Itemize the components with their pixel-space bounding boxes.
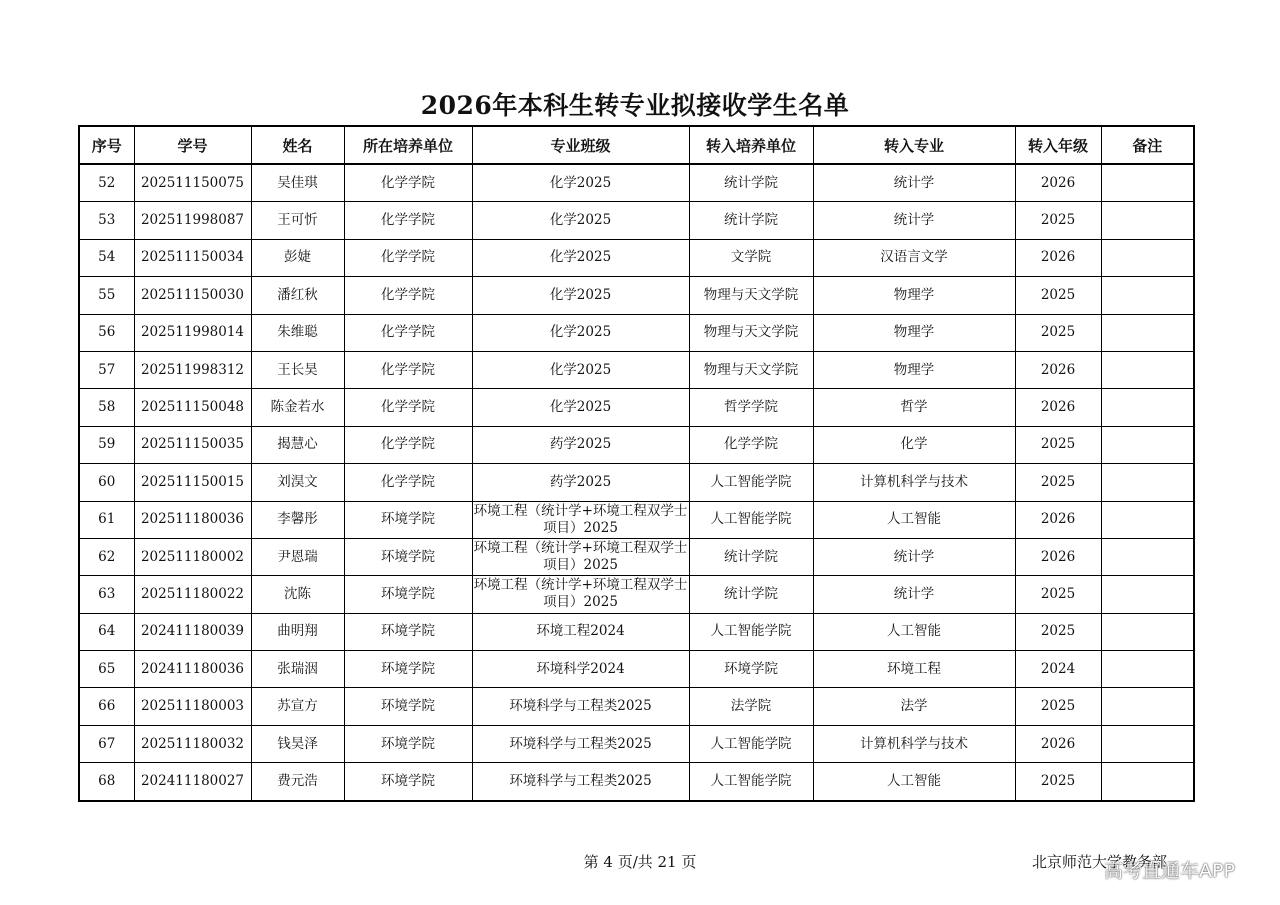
cell-col-target-unit: 统计学院 <box>689 538 813 575</box>
header-col-target-unit: 转入培养单位 <box>689 126 813 164</box>
cell-col-target-unit: 环境学院 <box>689 651 813 688</box>
cell-col-target-grade: 2026 <box>1015 538 1101 575</box>
cell-col-current-unit: 环境学院 <box>344 538 472 575</box>
cell-col-index: 52 <box>79 164 134 202</box>
cell-col-target-major: 物理学 <box>813 351 1015 388</box>
cell-col-name: 王可忻 <box>251 202 344 239</box>
cell-col-remarks <box>1101 202 1194 239</box>
cell-col-target-major: 哲学 <box>813 389 1015 426</box>
cell-col-target-grade: 2025 <box>1015 426 1101 463</box>
cell-col-student-id: 202511998014 <box>134 314 251 351</box>
cell-col-target-major: 人工智能 <box>813 763 1015 801</box>
cell-col-remarks <box>1101 277 1194 314</box>
cell-col-class: 化学2025 <box>472 351 689 388</box>
table-row <box>79 277 1194 314</box>
cell-col-student-id: 202511150030 <box>134 277 251 314</box>
cell-col-remarks <box>1101 651 1194 688</box>
cell-col-remarks <box>1101 239 1194 276</box>
cell-col-target-major: 统计学 <box>813 576 1015 613</box>
cell-col-name: 吴佳琪 <box>251 164 344 202</box>
cell-col-name: 尹恩瑞 <box>251 538 344 575</box>
cell-col-target-major: 法学 <box>813 688 1015 725</box>
table-body <box>79 164 1194 801</box>
cell-col-target-grade: 2024 <box>1015 651 1101 688</box>
cell-col-target-unit: 统计学院 <box>689 576 813 613</box>
cell-col-class: 化学2025 <box>472 239 689 276</box>
header-col-student-id: 学号 <box>134 126 251 164</box>
cell-col-target-unit: 化学学院 <box>689 426 813 463</box>
cell-col-index: 53 <box>79 202 134 239</box>
cell-col-target-grade: 2026 <box>1015 501 1101 538</box>
student-transfer-table <box>78 125 1195 802</box>
cell-col-name: 揭慧心 <box>251 426 344 463</box>
cell-col-student-id: 202511150075 <box>134 164 251 202</box>
cell-col-student-id: 202411180039 <box>134 613 251 650</box>
table-row <box>79 725 1194 762</box>
cell-col-index: 60 <box>79 464 134 501</box>
table-row <box>79 164 1194 202</box>
cell-col-name: 彭婕 <box>251 239 344 276</box>
table-row <box>79 538 1194 575</box>
cell-col-target-unit: 物理与天文学院 <box>689 277 813 314</box>
cell-col-class: 环境科学2024 <box>472 651 689 688</box>
cell-col-current-unit: 化学学院 <box>344 426 472 463</box>
cell-col-target-major: 汉语言文学 <box>813 239 1015 276</box>
cell-col-index: 56 <box>79 314 134 351</box>
cell-col-name: 王长昊 <box>251 351 344 388</box>
cell-col-target-grade: 2026 <box>1015 389 1101 426</box>
cell-col-name: 朱维聪 <box>251 314 344 351</box>
cell-col-target-unit: 人工智能学院 <box>689 464 813 501</box>
cell-col-target-unit: 人工智能学院 <box>689 613 813 650</box>
cell-col-student-id: 202511180036 <box>134 501 251 538</box>
table-row <box>79 651 1194 688</box>
cell-col-class: 环境工程2024 <box>472 613 689 650</box>
table-row <box>79 239 1194 276</box>
cell-col-target-grade: 2026 <box>1015 725 1101 762</box>
cell-col-current-unit: 化学学院 <box>344 464 472 501</box>
cell-col-target-grade: 2025 <box>1015 763 1101 801</box>
cell-col-target-major: 化学 <box>813 426 1015 463</box>
cell-col-student-id: 202511150035 <box>134 426 251 463</box>
cell-col-remarks <box>1101 763 1194 801</box>
cell-col-target-unit: 物理与天文学院 <box>689 314 813 351</box>
cell-col-target-unit: 物理与天文学院 <box>689 351 813 388</box>
cell-col-remarks <box>1101 351 1194 388</box>
cell-col-student-id: 202511998312 <box>134 351 251 388</box>
cell-col-class: 化学2025 <box>472 202 689 239</box>
cell-col-current-unit: 环境学院 <box>344 501 472 538</box>
cell-col-index: 63 <box>79 576 134 613</box>
cell-col-current-unit: 化学学院 <box>344 351 472 388</box>
cell-col-current-unit: 化学学院 <box>344 314 472 351</box>
cell-col-name: 沈陈 <box>251 576 344 613</box>
page-number: 第 4 页/共 21 页 <box>583 853 697 871</box>
cell-col-target-major: 物理学 <box>813 277 1015 314</box>
cell-col-index: 61 <box>79 501 134 538</box>
cell-col-student-id: 202411180027 <box>134 763 251 801</box>
cell-col-index: 62 <box>79 538 134 575</box>
header-col-target-grade: 转入年级 <box>1015 126 1101 164</box>
cell-col-name: 钱昊泽 <box>251 725 344 762</box>
cell-col-class: 化学2025 <box>472 314 689 351</box>
header-col-name: 姓名 <box>251 126 344 164</box>
cell-col-current-unit: 化学学院 <box>344 202 472 239</box>
table-header-row <box>79 126 1194 164</box>
table-row <box>79 202 1194 239</box>
table-row <box>79 613 1194 650</box>
table-row <box>79 351 1194 388</box>
cell-col-target-grade: 2025 <box>1015 202 1101 239</box>
cell-col-class: 药学2025 <box>472 426 689 463</box>
cell-col-target-major: 计算机科学与技术 <box>813 725 1015 762</box>
cell-col-current-unit: 化学学院 <box>344 277 472 314</box>
cell-col-remarks <box>1101 538 1194 575</box>
cell-col-remarks <box>1101 576 1194 613</box>
cell-col-class: 环境工程（统计学+环境工程双学士项目）2025 <box>472 576 689 613</box>
cell-col-target-grade: 2025 <box>1015 314 1101 351</box>
cell-col-student-id: 202511150034 <box>134 239 251 276</box>
cell-col-name: 刘淏文 <box>251 464 344 501</box>
table-row <box>79 314 1194 351</box>
cell-col-remarks <box>1101 613 1194 650</box>
cell-col-remarks <box>1101 464 1194 501</box>
cell-col-current-unit: 环境学院 <box>344 613 472 650</box>
cell-col-target-major: 计算机科学与技术 <box>813 464 1015 501</box>
cell-col-target-major: 统计学 <box>813 202 1015 239</box>
cell-col-name: 费元浩 <box>251 763 344 801</box>
cell-col-index: 59 <box>79 426 134 463</box>
cell-col-student-id: 202511150015 <box>134 464 251 501</box>
header-col-target-major: 转入专业 <box>813 126 1015 164</box>
cell-col-student-id: 202511998087 <box>134 202 251 239</box>
cell-col-class: 环境工程（统计学+环境工程双学士项目）2025 <box>472 538 689 575</box>
cell-col-student-id: 202511180002 <box>134 538 251 575</box>
cell-col-target-unit: 人工智能学院 <box>689 725 813 762</box>
cell-col-name: 苏宣方 <box>251 688 344 725</box>
cell-col-target-unit: 人工智能学院 <box>689 501 813 538</box>
cell-col-target-major: 物理学 <box>813 314 1015 351</box>
issuing-organization: 北京师范大学教务部 <box>1032 853 1168 871</box>
cell-col-current-unit: 环境学院 <box>344 688 472 725</box>
cell-col-target-major: 统计学 <box>813 538 1015 575</box>
header-col-current-unit: 所在培养单位 <box>344 126 472 164</box>
cell-col-student-id: 202511150048 <box>134 389 251 426</box>
table-row <box>79 389 1194 426</box>
cell-col-class: 化学2025 <box>472 164 689 202</box>
cell-col-current-unit: 环境学院 <box>344 725 472 762</box>
cell-col-name: 张瑞洇 <box>251 651 344 688</box>
cell-col-class: 环境科学与工程类2025 <box>472 725 689 762</box>
table-row <box>79 763 1194 801</box>
cell-col-target-grade: 2026 <box>1015 164 1101 202</box>
cell-col-target-grade: 2026 <box>1015 239 1101 276</box>
cell-col-target-grade: 2025 <box>1015 688 1101 725</box>
cell-col-student-id: 202411180036 <box>134 651 251 688</box>
cell-col-target-unit: 文学院 <box>689 239 813 276</box>
cell-col-student-id: 202511180003 <box>134 688 251 725</box>
cell-col-name: 潘红秋 <box>251 277 344 314</box>
cell-col-target-grade: 2025 <box>1015 576 1101 613</box>
cell-col-student-id: 202511180022 <box>134 576 251 613</box>
cell-col-target-grade: 2025 <box>1015 613 1101 650</box>
cell-col-target-grade: 2025 <box>1015 464 1101 501</box>
cell-col-index: 64 <box>79 613 134 650</box>
cell-col-class: 环境科学与工程类2025 <box>472 763 689 801</box>
cell-col-target-unit: 统计学院 <box>689 164 813 202</box>
cell-col-index: 68 <box>79 763 134 801</box>
cell-col-target-major: 环境工程 <box>813 651 1015 688</box>
cell-col-index: 67 <box>79 725 134 762</box>
table-row <box>79 426 1194 463</box>
cell-col-class: 化学2025 <box>472 389 689 426</box>
cell-col-target-unit: 哲学学院 <box>689 389 813 426</box>
cell-col-student-id: 202511180032 <box>134 725 251 762</box>
table-row <box>79 576 1194 613</box>
cell-col-remarks <box>1101 501 1194 538</box>
cell-col-target-unit: 人工智能学院 <box>689 763 813 801</box>
cell-col-class: 环境科学与工程类2025 <box>472 688 689 725</box>
cell-col-class: 药学2025 <box>472 464 689 501</box>
cell-col-index: 55 <box>79 277 134 314</box>
cell-col-remarks <box>1101 688 1194 725</box>
cell-col-remarks <box>1101 725 1194 762</box>
cell-col-index: 66 <box>79 688 134 725</box>
cell-col-current-unit: 化学学院 <box>344 239 472 276</box>
cell-col-remarks <box>1101 314 1194 351</box>
table-row <box>79 688 1194 725</box>
cell-col-remarks <box>1101 426 1194 463</box>
cell-col-index: 65 <box>79 651 134 688</box>
cell-col-target-grade: 2026 <box>1015 351 1101 388</box>
header-col-remarks: 备注 <box>1101 126 1194 164</box>
cell-col-index: 57 <box>79 351 134 388</box>
cell-col-remarks <box>1101 164 1194 202</box>
cell-col-current-unit: 环境学院 <box>344 651 472 688</box>
header-col-index: 序号 <box>79 126 134 164</box>
cell-col-current-unit: 环境学院 <box>344 576 472 613</box>
cell-col-index: 54 <box>79 239 134 276</box>
cell-col-target-major: 人工智能 <box>813 501 1015 538</box>
cell-col-current-unit: 化学学院 <box>344 164 472 202</box>
cell-col-target-major: 统计学 <box>813 164 1015 202</box>
table-row <box>79 501 1194 538</box>
cell-col-index: 58 <box>79 389 134 426</box>
cell-col-name: 李馨彤 <box>251 501 344 538</box>
cell-col-name: 陈金若水 <box>251 389 344 426</box>
cell-col-current-unit: 环境学院 <box>344 763 472 801</box>
cell-col-remarks <box>1101 389 1194 426</box>
cell-col-class: 化学2025 <box>472 277 689 314</box>
cell-col-target-major: 人工智能 <box>813 613 1015 650</box>
cell-col-target-unit: 统计学院 <box>689 202 813 239</box>
watermark: 高考直通车APP <box>1104 860 1235 882</box>
table-row <box>79 464 1194 501</box>
cell-col-class: 环境工程（统计学+环境工程双学士项目）2025 <box>472 501 689 538</box>
cell-col-target-unit: 法学院 <box>689 688 813 725</box>
cell-col-name: 曲明翔 <box>251 613 344 650</box>
header-col-class: 专业班级 <box>472 126 689 164</box>
document-title: 2026年本科生转专业拟接收学生名单 <box>420 91 850 120</box>
cell-col-target-grade: 2025 <box>1015 277 1101 314</box>
cell-col-current-unit: 化学学院 <box>344 389 472 426</box>
